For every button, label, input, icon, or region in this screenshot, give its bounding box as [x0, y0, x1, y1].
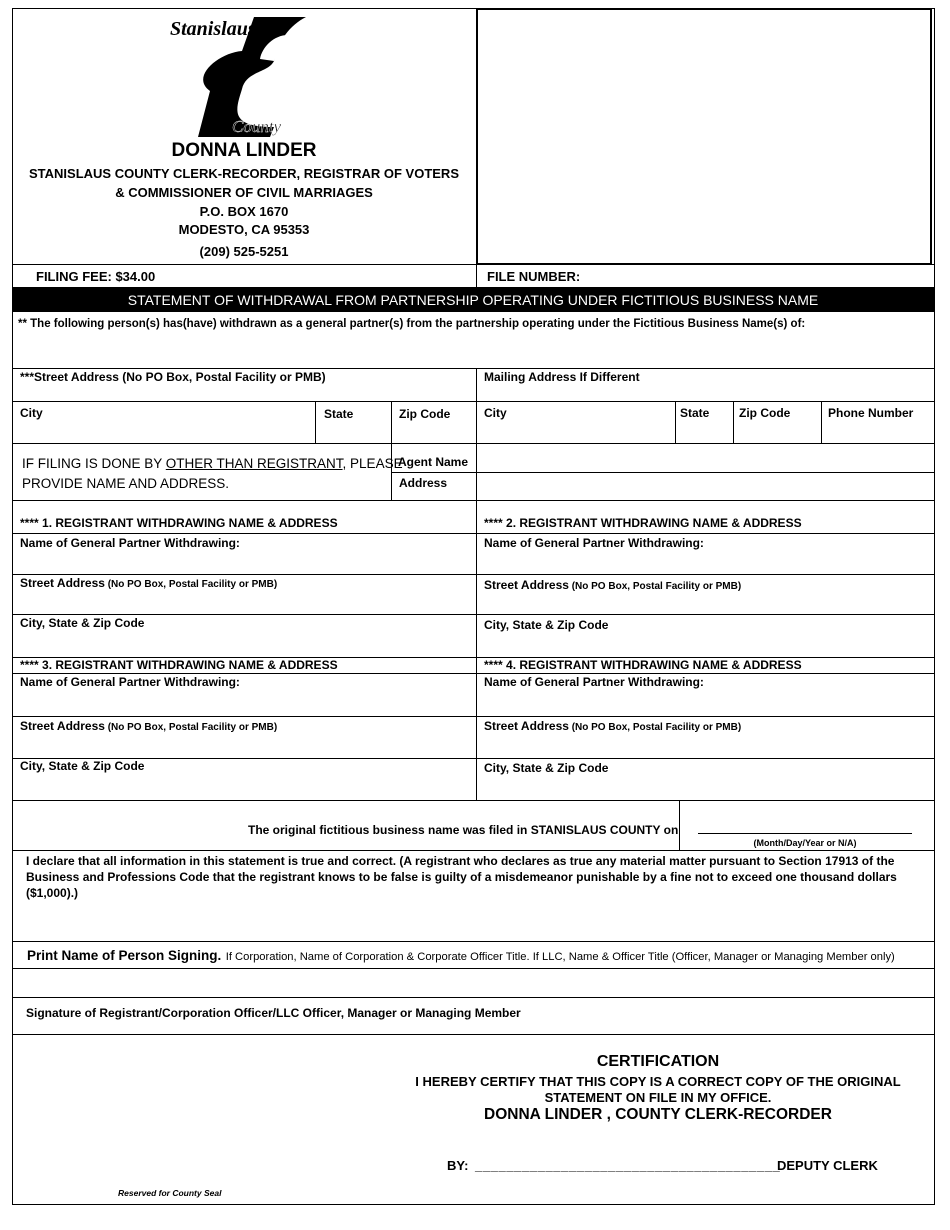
partner-label-1: Name of General Partner Withdrawing: — [20, 536, 240, 550]
mailing-city-label: City — [484, 406, 507, 420]
filing-fee: FILING FEE: $34.00 — [36, 269, 156, 284]
print-name-label: Print Name of Person Signing. If Corporation, Name of Corporation & Corporate Officer Title. If LLC, Name & Officer Title (Officer, Manager or Managing Member only) — [27, 948, 895, 963]
street-label-2: Street Address (No PO Box, Postal Facility or PMB) — [484, 578, 742, 592]
signature-label: Signature of Registrant/Corporation Officer/LLC Officer, Manager or Managing Member — [26, 1006, 521, 1020]
partner-label-3: Name of General Partner Withdrawing: — [20, 675, 240, 689]
agent-instruction: IF FILING IS DONE BY OTHER THAN REGISTRANT, PLEASE PROVIDE NAME AND ADDRESS. — [22, 456, 403, 491]
registrant-3-heading: **** 3. REGISTRANT WITHDRAWING NAME & ADDRESS — [20, 658, 338, 672]
filing-date-line[interactable] — [698, 833, 912, 834]
filing-date-hint: (Month/Day/Year or N/A) — [753, 838, 857, 848]
mailing-zip-label: Zip Code — [739, 406, 791, 420]
mailing-address-label: Mailing Address If Different — [484, 370, 640, 384]
county-seal-note: Reserved for County Seal — [118, 1188, 222, 1198]
city-state-zip-label-2: City, State & Zip Code — [484, 618, 609, 632]
print-name-field[interactable] — [14, 970, 932, 996]
state-label: State — [324, 407, 354, 421]
office-phone: (209) 525-5251 — [199, 244, 289, 259]
logo-bottom-text: County — [232, 117, 282, 136]
city-state-zip-label-3: City, State & Zip Code — [20, 759, 145, 773]
county-logo — [170, 15, 310, 140]
registrant-2-heading: **** 2. REGISTRANT WITHDRAWING NAME & ADDRESS — [484, 516, 802, 530]
zip-label: Zip Code — [399, 407, 451, 421]
certification-line-3: DONNA LINDER , COUNTY CLERK-RECORDER — [484, 1106, 832, 1123]
certification-line-2: STATEMENT ON FILE IN MY OFFICE. — [544, 1090, 772, 1105]
office-line-2: & COMMISSIONER OF CIVIL MARRIAGES — [115, 185, 373, 200]
city-state-zip-label-1: City, State & Zip Code — [20, 616, 145, 630]
deputy-clerk-label: DEPUTY CLERK — [777, 1158, 878, 1173]
street-label-3: Street Address (No PO Box, Postal Facility or PMB) — [20, 719, 278, 733]
business-name-field[interactable] — [14, 336, 932, 368]
partner-label-2: Name of General Partner Withdrawing: — [484, 536, 704, 550]
office-line-1: STANISLAUS COUNTY CLERK-RECORDER, REGISTRAR OF VOTERS — [29, 166, 459, 181]
certification-title: CERTIFICATION — [596, 1053, 720, 1070]
deputy-signature-line[interactable]: _______________________________________ — [475, 1158, 781, 1173]
intro-text: ** The following person(s) has(have) withdrawn as a general partner(s) from the partnership operating under the Fictitious Business Name(s) of: — [18, 318, 806, 330]
file-stamp-box — [476, 8, 932, 265]
office-city: MODESTO, CA 95353 — [178, 222, 310, 237]
registrant-4-heading: **** 4. REGISTRANT WITHDRAWING NAME & ADDRESS — [484, 658, 802, 672]
agent-name-field[interactable] — [478, 445, 932, 471]
certification-line-1: I HEREBY CERTIFY THAT THIS COPY IS A CORRECT COPY OF THE ORIGINAL — [415, 1074, 901, 1089]
city-label: City — [20, 406, 43, 420]
mailing-state-label: State — [680, 406, 710, 420]
registrant-1-heading: **** 1. REGISTRANT WITHDRAWING NAME & ADDRESS — [20, 516, 338, 530]
form-title-bar — [12, 287, 934, 312]
agent-name-label: Agent Name — [398, 455, 469, 469]
official-name: DONNA LINDER — [171, 140, 317, 161]
street-address-label: ***Street Address (No PO Box, Postal Facility or PMB) — [20, 370, 326, 384]
phone-number-label: Phone Number — [828, 406, 914, 420]
original-filing-text: The original fictitious business name was filed in STANISLAUS COUNTY on — [248, 823, 679, 837]
declaration-text: I declare that all information in this statement is true and correct. (A registrant who declares as true any material matter pursuant to Section 17913 of the Business and Professions Code that the registrant knows to be false is guilty of a misdemeanor punishable by a fine not to exceed one thousand dollars ($1,000).) — [26, 854, 897, 900]
agent-address-field[interactable] — [478, 474, 932, 499]
street-label-4: Street Address (No PO Box, Postal Facility or PMB) — [484, 719, 742, 733]
file-number-label: FILE NUMBER: — [487, 269, 581, 284]
po-box: P.O. BOX 1670 — [199, 204, 289, 219]
partner-label-4: Name of General Partner Withdrawing: — [484, 675, 704, 689]
logo-top-text: Stanislaus — [170, 18, 256, 40]
city-state-zip-label-4: City, State & Zip Code — [484, 761, 609, 775]
agent-address-label: Address — [399, 476, 448, 490]
by-label: BY: — [447, 1158, 469, 1173]
form-title: STATEMENT OF WITHDRAWAL FROM PARTNERSHIP OPERATING UNDER FICTITIOUS BUSINESS NAME — [127, 292, 819, 308]
street-label-1: Street Address (No PO Box, Postal Facility or PMB) — [20, 576, 278, 590]
